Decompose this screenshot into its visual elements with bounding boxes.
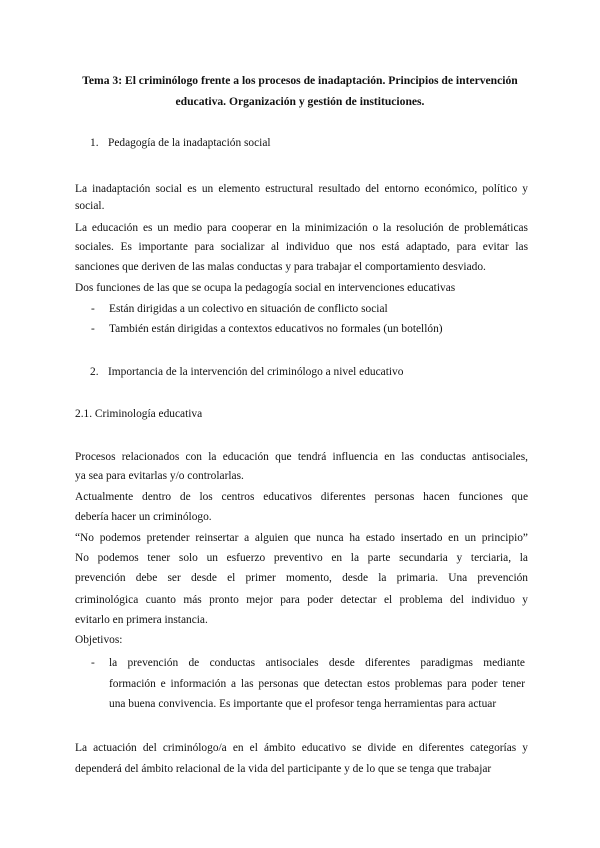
objectives-label: Objetivos: [75,634,123,646]
paragraph-line: debería hacer un criminólogo. [75,511,212,523]
bullet-dash: - [91,323,95,335]
bullet-item: También están dirigidas a contextos educativos no formales (un botellón) [109,323,443,335]
quote-line: “No podemos pretender reinsertar a alguien que nunca ha estado insertado en un principio” [75,532,528,544]
paragraph-line: dependerá del ámbito relacional de la vida del participante y de lo que se tenga que trabajar [75,763,492,775]
paragraph-line: La actuación del criminólogo/a en el ámbito educativo se divide en diferentes categorías y [75,742,528,754]
bullet-item: Están dirigidas a un colectivo en situación de conflicto social [109,303,388,315]
paragraph-line: prevención debe ser desde el primer momento, desde la primaria. Una prevención [75,572,528,584]
paragraph-line: Dos funciones de las que se ocupa la pedagogía social en intervenciones educativas [75,282,456,294]
paragraph-line: No podemos tener solo un esfuerzo preventivo en la parte secundaria y terciaria, la [75,552,528,564]
section-1-heading: Pedagogía de la inadaptación social [108,137,271,149]
bullet-item-continued: formación e información a las personas que detectan estos problemas para poder tener [109,678,525,690]
section-1-number: 1. [90,137,99,149]
paragraph-line: evitarlo en primera instancia. [75,614,208,626]
paragraph-line: sociales. Es importante para socializar al individuo que nos está adaptado, para evitar las [75,241,528,253]
bullet-item: la prevención de conductas antisociales desde diferentes paradigmas mediante [109,657,525,669]
paragraph-line: criminológica cuanto más pronto mejor para poder detectar el problema del individuo y [75,594,528,606]
paragraph-line: La inadaptación social es un elemento estructural resultado del entorno económico, político y [75,183,528,195]
bullet-item-continued: una buena convivencia. Es importante que el profesor tenga herramientas para actuar [109,698,497,710]
paragraph-line: La educación es un medio para cooperar en la minimización o la resolución de problemáticas [75,222,528,234]
document-title: Tema 3: El criminólogo frente a los procesos de inadaptación. Principios de intervención educativa. Organización y gestión de instituciones. [82,74,518,108]
paragraph-line: Actualmente dentro de los centros educativos diferentes personas hacen funciones que [75,491,528,503]
paragraph-line: sanciones que deriven de las malas conductas y para trabajar el comportamiento desviado. [75,261,486,273]
paragraph-line: ya sea para evitarlas y/o controlarlas. [75,470,244,482]
bullet-dash: - [91,657,95,669]
subsection-heading: 2.1. Criminología educativa [75,408,203,420]
paragraph-line: social. [75,200,105,212]
section-2-heading: Importancia de la intervención del criminólogo a nivel educativo [108,366,404,378]
paragraph-line: Procesos relacionados con la educación que tendrá influencia en las conductas antisociales, [75,451,528,463]
section-2-number: 2. [90,366,99,378]
bullet-dash: - [91,303,95,315]
